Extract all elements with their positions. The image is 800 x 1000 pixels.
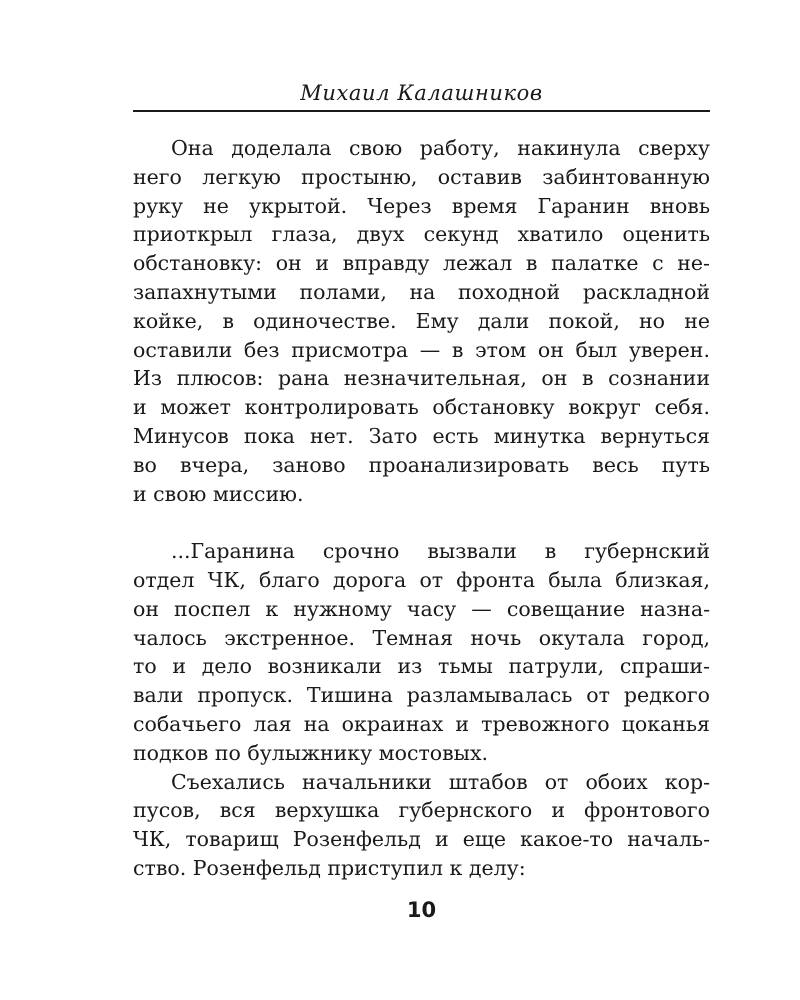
- paragraph: [133, 134, 710, 508]
- text-line: вали пропуск. Тишина разламывалась от редкого: [133, 683, 710, 708]
- text-line: ство. Розенфельд приступил к делу:: [133, 855, 526, 880]
- text-line: и свою миссию.: [133, 481, 304, 506]
- text-line: Она доделала свою работу, накинула сверху: [171, 136, 710, 160]
- paragraph: [133, 768, 710, 883]
- text-line: койке, в одиночестве. Ему дали покой, но не: [133, 308, 710, 333]
- text-line: приоткрыл глаза, двух секунд хватило оценить: [133, 222, 710, 247]
- text-line: ЧК, товарищ Розенфельд и еще какое-то началь-: [133, 827, 710, 852]
- text-line: ...Гаранина срочно вызвали в губернский: [171, 539, 710, 564]
- running-header: Михаил Калашников: [300, 81, 543, 105]
- text-line: Из плюсов: рана незначительная, он в сознании: [133, 366, 710, 391]
- text-line: него легкую простыню, оставив забинтованную: [133, 164, 710, 189]
- text-line: Минусов пока нет. Зато есть минутка вернуться: [133, 423, 710, 448]
- page-number: 10: [406, 898, 437, 922]
- text-line: Съехались начальники штабов от обоих кор-: [171, 769, 710, 794]
- text-line: пусов, вся верхушка губернского и фронтового: [133, 798, 710, 823]
- text-line: запахнутыми полами, на походной раскладной: [133, 279, 710, 304]
- text-line: подков по булыжнику мостовых.: [133, 740, 489, 765]
- text-line: оставили без присмотра — в этом он был уверен.: [133, 337, 710, 362]
- section-break: [133, 508, 710, 537]
- text-line: обстановку: он и вправду лежал в палатке с не-: [133, 251, 710, 276]
- text-line: руку не укрытой. Через время Гаранин вновь: [133, 193, 710, 218]
- text-line: то и дело возникали из тьмы патрули, спраши-: [133, 654, 710, 679]
- text-line: собачьего лая на окраинах и тревожного цоканья: [133, 711, 710, 736]
- text-line: и может контролировать обстановку вокруг себя.: [133, 395, 710, 420]
- text-line: во вчера, заново проанализировать весь путь: [133, 452, 710, 477]
- text-line: чалось экстренное. Темная ночь окутала город,: [133, 625, 710, 650]
- paragraph: [133, 537, 710, 767]
- body-text: [133, 134, 710, 883]
- text-line: отдел ЧК, благо дорога от фронта была близкая,: [133, 567, 710, 592]
- text-line: он поспел к нужному часу — совещание назна-: [133, 596, 710, 621]
- header-rule: [133, 110, 710, 112]
